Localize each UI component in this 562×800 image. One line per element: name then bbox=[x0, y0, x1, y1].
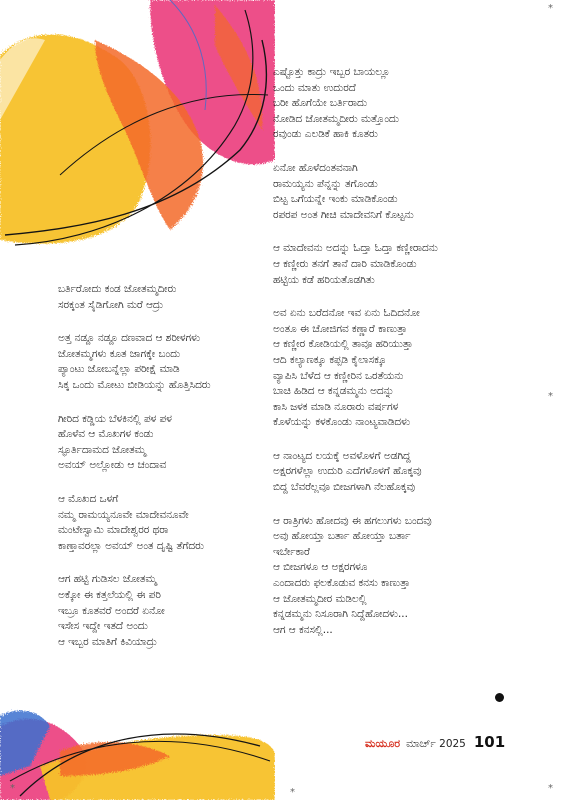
poem-line: ಬರ್ತಿರೋದು ಕಂಡ ಜೋತಮ್ಮದೀರು bbox=[58, 283, 177, 295]
poem-line: ಅವ ಏನು ಬರೆದನೋ ಇವ ಏನು ಓದಿದನೋ bbox=[273, 307, 420, 320]
poem-left-column bbox=[58, 282, 211, 668]
magazine-brand: ಮಯೂರ bbox=[365, 737, 401, 750]
poem-line: ಇರ್ಬೇಕಾರೆ bbox=[273, 545, 310, 558]
poem-line: ಆ ಕಣ್ಣೀರ ಕೋಡಿಯಲ್ಲಿ ತಾವೂ ಹರಿಯುತ್ತಾ bbox=[273, 338, 413, 351]
poem-line: ಎಂದಾದರು ಫಲಕೊಡುವ ಕನಸು ಕಾಣುತ್ತಾ bbox=[273, 577, 411, 590]
poem-line: ಗೀರಿದ ಕಡ್ಡಿಯ ಬೆಳಕಿನಲ್ಲಿ ಪಳ ಪಳ bbox=[58, 412, 172, 425]
poem-stanza bbox=[273, 65, 438, 143]
poem-stanza bbox=[58, 412, 211, 474]
poem-line: ಎಷ್ಟೊತ್ತು ಕಾದ್ರು ಇಬ್ಬರ ಬಾಯಲ್ಲೂ bbox=[273, 66, 390, 78]
poem-line: ಸ್ಫೂರ್ತಿದಾಮದ ಜೋತಮ್ಮ bbox=[58, 443, 146, 456]
poem-line: ಆಗ ಆ ಕನಸಲ್ಲಿ... bbox=[273, 623, 333, 636]
poem-stanza bbox=[273, 161, 438, 223]
poem-line: ಅವು ಹೋಯ್ತಾ ಬರ್ತಾ ಹೋಯ್ತಾ ಬರ್ತಾ bbox=[273, 530, 411, 543]
poem-line: ನೋಡಿದ ಜೋತಮ್ಮದೀರು ಮತ್ತೊಂದು bbox=[273, 112, 399, 125]
poem-line: ಸರಕ್ಕಂತ ಸೈಡಿಗೋಗಿ ಮರೆ ಆದ್ರು bbox=[58, 298, 164, 311]
poem-line: ಅಂತೂ ಈ ಚೋಜಿಗವ ಕಣ್ಣಾರೆ ಕಾಣುತ್ತಾ bbox=[273, 322, 408, 335]
poem-line: ಮಂಟೇಸ್ವಾಮಿ ಮಾದೇಶ್ವರರ ಥರಾ bbox=[58, 524, 169, 537]
poem-line: ಆ ರಾತ್ರಿಗಳು ಹೋದವು ಈ ಹಗಲುಗಳು ಬಂದವು bbox=[273, 514, 432, 527]
poem-line: ವ್ಯಾಪಿಸಿ ಬೆಳೆದ ಆ ಕಣ್ಣೀರಿನ ಒರತೆಯನು bbox=[273, 369, 404, 382]
poem-stanza bbox=[273, 241, 438, 288]
poem-line: ಆ ಮೊಖದ ಒಳಗೆ bbox=[58, 492, 119, 505]
poem-line: ಆ ಇಬ್ಬರ ಮಾತಿಗೆ ಕಿವಿಯಾದ್ರು bbox=[58, 635, 158, 648]
issue-date: ಮಾರ್ಚ್ 2025 bbox=[406, 738, 466, 750]
poem-right-column bbox=[273, 65, 438, 656]
crop-mark-bottom-left: * bbox=[10, 783, 15, 794]
poem-line: ಹೊಳೆವ ಆ ಮೊಖಗಳ ಕಂಡು bbox=[58, 428, 154, 441]
poem-line: ಅವಯ್ ಅಲ್ಲೋಡು ಆ ಚಂದಾವ bbox=[58, 459, 167, 472]
crop-mark-right-middle: * bbox=[548, 391, 553, 402]
page-footer bbox=[365, 733, 505, 751]
poem-line: ಅಕ್ಷರಗಳೆಲ್ಲಾ ಉದುರಿ ಎದೆಗಳೊಳಗೆ ಹೊಕ್ಕವು bbox=[273, 465, 422, 478]
poem-line: ಆ ನಾಂಟ್ಯದ ಲಯಕ್ಕೆ ಅವಳೊಳಗೆ ಅಡಗಿದ್ದ bbox=[273, 449, 411, 462]
poem-stanza bbox=[58, 492, 211, 554]
poem-line: ಆ ಮಾದೇವನು ಅದನ್ನು ಓದ್ತಾ ಓದ್ತಾ ಕಣ್ಣೀರಾದನು bbox=[273, 242, 438, 255]
end-bullet-marker bbox=[495, 693, 504, 702]
poem-stanza bbox=[58, 572, 211, 650]
poem-stanza bbox=[273, 306, 438, 431]
poem-line: ಆಗ ಹಟ್ಟಿ ಗುಡಿಸಲ ಜೋತಮ್ಮ bbox=[58, 573, 157, 586]
poem-line: ಕೊಳೆಯನ್ನು ಕಳಕೊಂಡು ನಾಂಟ್ಯವಾಡಿದಳು bbox=[273, 416, 411, 429]
poem-line: ಆ ಕಣ್ಣೀರು ತನಗೆ ತಾನೆ ದಾರಿ ಮಾಡಿಕೊಂಡು bbox=[273, 257, 417, 270]
bottom-brush-artwork bbox=[0, 706, 275, 800]
poem-line: ಆ ಜೋತಮ್ಮದೀರ ಮಡಿಲಲ್ಲಿ bbox=[273, 592, 367, 605]
poem-line: ಪ್ಯಾಂಟು ಜೋಬನ್ನೆಲ್ಲಾ ಪರೀಕ್ಷೆ ಮಾಡಿ bbox=[58, 363, 180, 376]
poem-line: ಇಸೇಸ ಇದ್ದೇ ಇತದೆ ಅಂದು bbox=[58, 620, 148, 633]
crop-mark-top-right: * bbox=[548, 3, 553, 14]
poem-line: ಕಾಣ್ತಾವರಲ್ಲಾ ಅವಯ್ ಅಂತ ದೃಷ್ಟಿ ತೆಗೆದರು bbox=[58, 539, 204, 552]
poem-line: ಇಬ್ರೂ ಕೂತವರೆ ಅಂದರೆ ಏನೋ bbox=[58, 604, 165, 617]
poem-line: ಜೋತಮ್ಮಗಳು ಕೂತ ಜಾಗಕ್ಕೇ ಬಂದು bbox=[58, 347, 181, 360]
poem-stanza bbox=[273, 449, 438, 496]
poem-stanza bbox=[58, 282, 211, 313]
poem-line: ನಮ್ಮ ರಾಮಯ್ಯನೂವೇ ಮಾದೇವನೂವೇ bbox=[58, 508, 189, 521]
poem-line: ಆದಿ ಕಲ್ಯಾಣಕ್ಕೂ ಕಪ್ಪಡಿ ಕೈಲಾಸಕ್ಕೂ bbox=[273, 353, 387, 366]
poem-line: ಆ ಬೀಜಗಳೂ ಆ ಅಕ್ಷರಗಳೂ bbox=[273, 561, 368, 574]
crop-mark-bottom-right: * bbox=[548, 783, 553, 794]
poem-line: ಬಿದ್ದ ಬೆವರೆಲ್ಲವೂ ಬೀಜಗಳಾಗಿ ನೆಲಹೊಕ್ಕವು bbox=[273, 481, 416, 494]
page-number: 101 bbox=[473, 733, 506, 751]
poem-stanza bbox=[273, 514, 438, 639]
top-brush-artwork bbox=[0, 0, 275, 265]
poem-line: ಅತ್ತ ನಡ್ದೂ ನಡ್ದೂ ದಣವಾದ ಆ ಶರೀಳಗಳು bbox=[58, 332, 201, 345]
poem-line: ಬರೀ ಹೊಗೆಯೇ ಬರ್ತಿರಾದು bbox=[273, 97, 368, 110]
poem-line: ರಾಮಯ್ಯನು ಪೆನ್ನನ್ನು ತಗೊಂಡು bbox=[273, 177, 378, 190]
poem-line: ಸಿಕ್ಕ ಒಂದು ಮೋಟು ಬೀಡಿಯನ್ನು ಹೊತ್ತಿಸಿದರು bbox=[58, 378, 211, 391]
poem-line: ಕನ್ನಡಮ್ಮನು ನಿಸೂರಾಗಿ ನಿದ್ದೆಹೋದಳು... bbox=[273, 608, 408, 621]
poem-line: ಅಕ್ಕೋ ಈ ಕತ್ತಲೆಯಲ್ಲಿ ಈ ಪರಿ bbox=[58, 588, 161, 601]
poem-line: ಬಾಚಿ ಹಿಡಿದ ಆ ಕನ್ನಡಮ್ಮನು ಅದನ್ನು bbox=[273, 385, 395, 398]
poem-line: ರವುಂಡು ಎಲಡಿಕೆ ಹಾಕಿ ಕೂತರು bbox=[273, 128, 378, 141]
poem-line: ಒಂದು ಮಾತು ಉದುರದೆ bbox=[273, 81, 356, 94]
poem-line: ಏನೋ ಹೊಳೆದಂತವನಾಗಿ bbox=[273, 161, 358, 174]
poem-stanza bbox=[58, 331, 211, 393]
crop-mark-bottom-center: * bbox=[290, 787, 295, 798]
poem-line: ಬಿಟ್ಟ ಒಗೆಯನ್ನೇ ಇಂಕು ಮಾಡಿಕೊಂಡು bbox=[273, 193, 398, 206]
poem-line: ರಪರಪ ಅಂತ ಗೀಚಿ ಮಾದೇವನಿಗೆ ಕೊಟ್ಟನು bbox=[273, 208, 414, 221]
poem-line: ಕಾಸಿ ಜಳಕ ಮಾಡಿ ನೂರಾರು ವರ್ಷಗಳ bbox=[273, 400, 399, 413]
poem-line: ಹಟ್ಟಿಯ ಕಡೆ ಹರಿಯತೊಡಗಿತು bbox=[273, 273, 375, 286]
